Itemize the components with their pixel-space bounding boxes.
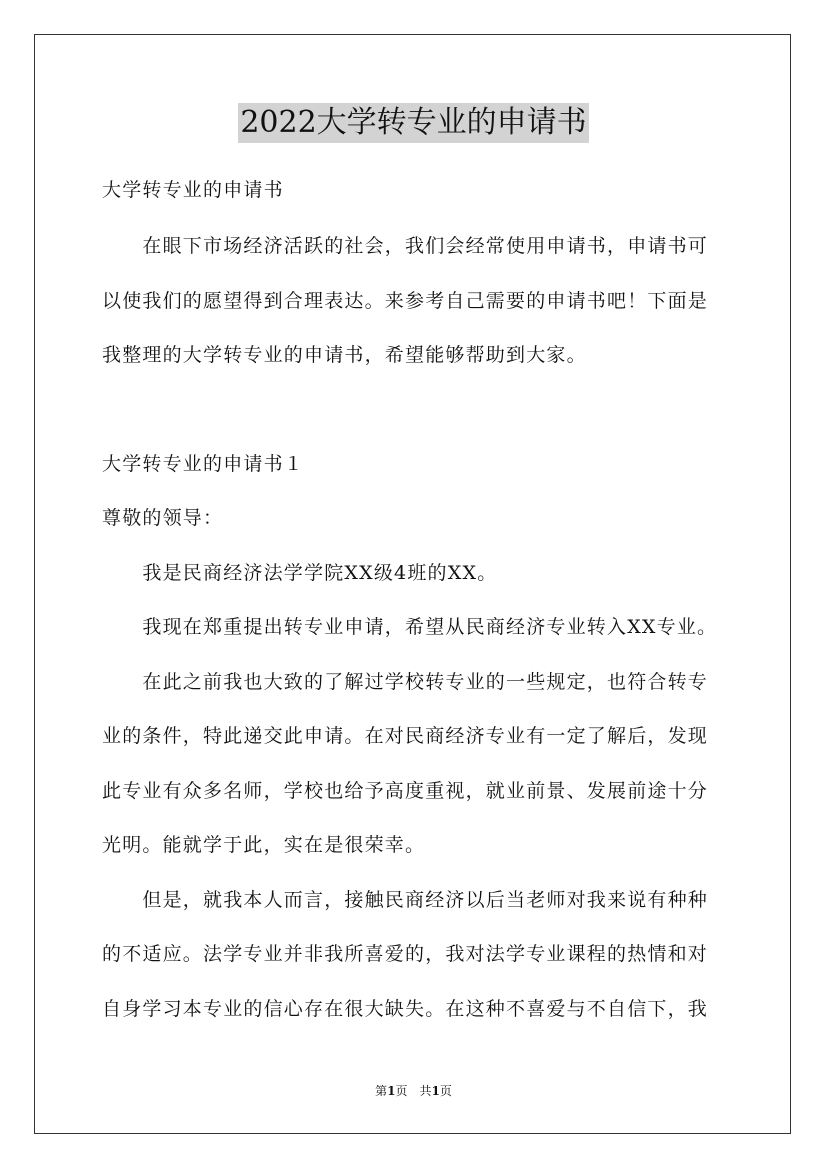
title-container bbox=[0, 103, 827, 143]
paragraph-line: 业的条件，特此递交此申请。在对民商经济专业有一定了解后，发现 bbox=[102, 725, 709, 747]
section-heading: 大学转专业的申请书 bbox=[102, 179, 284, 201]
paragraph-line: 我整理的大学转专业的申请书，希望能够帮助到大家。 bbox=[102, 344, 587, 366]
paragraph-line: 在此之前我也大致的了解过学校转专业的一些规定，也符合转专 bbox=[102, 671, 709, 693]
total-suffix: 页 bbox=[439, 1084, 452, 1098]
paragraph-line: 在眼下市场经济活跃的社会，我们会经常使用申请书，申请书可 bbox=[102, 235, 709, 257]
paragraph-line: 自身学习本专业的信心存在很大缺失。在这种不喜爱与不自信下，我 bbox=[102, 998, 709, 1020]
page-total: 1 bbox=[431, 1084, 440, 1098]
salutation: 尊敬的领导： bbox=[102, 507, 224, 529]
page-number: 1 bbox=[387, 1084, 396, 1098]
paragraph-line: 但是，就我本人而言，接触民商经济以后当老师对我来说有种种 bbox=[102, 889, 709, 911]
page-suffix: 页 共 bbox=[395, 1084, 432, 1098]
paragraph-line: 此专业有众多名师，学校也给予高度重视，就业前景、发展前途十分 bbox=[102, 780, 709, 802]
paragraph-line: 我现在郑重提出转专业申请，希望从民商经济专业转入XX专业。 bbox=[102, 616, 718, 638]
page-footer bbox=[0, 1083, 827, 1099]
section-heading: 大学转专业的申请书１ bbox=[102, 453, 305, 475]
paragraph-line: 光明。能就学于此，实在是很荣幸。 bbox=[102, 834, 426, 856]
paragraph-line: 我是民商经济法学学院XX级4班的XX。 bbox=[102, 562, 498, 584]
paragraph-line: 以使我们的愿望得到合理表达。来参考自己需要的申请书吧！下面是 bbox=[102, 290, 709, 312]
paragraph-line: 的不适应。法学专业并非我所喜爱的，我对法学专业课程的热情和对 bbox=[102, 943, 709, 965]
document-title: 2022大学转专业的申请书 bbox=[238, 103, 588, 143]
page-prefix: 第 bbox=[375, 1084, 388, 1098]
